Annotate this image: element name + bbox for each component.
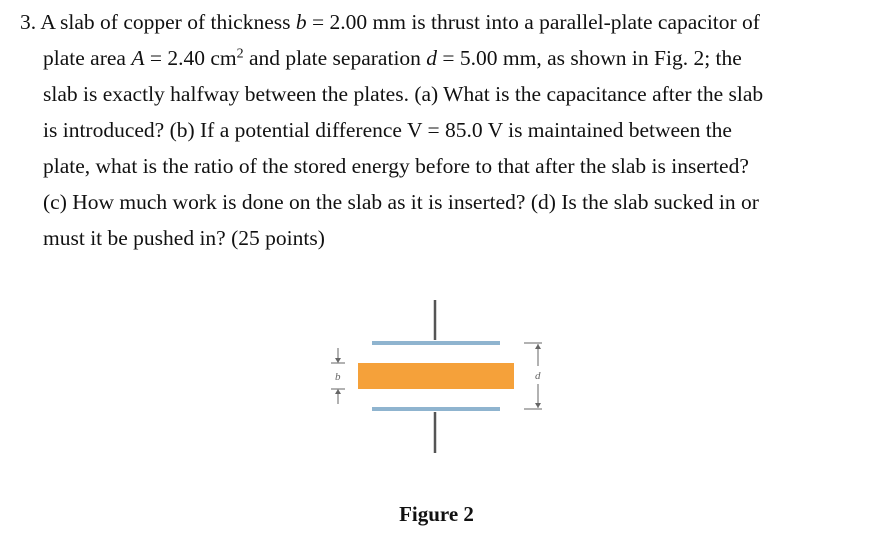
problem-line-3: slab is exactly halfway between the plates. (a) What is the capacitance after the slab [43,82,764,106]
label-d: d [535,370,541,382]
problem-line-2 [43,45,742,71]
problem-line-1 [20,9,760,35]
d-dimension-lower-arrowhead [535,403,541,408]
problem-line-4: is introduced? (b) If a potential difference V = 85.0 V is maintained between the [43,118,732,142]
problem-line-2-prefix: plate area [43,46,132,70]
copper-slab [358,363,514,389]
problem-line-5: plate, what is the ratio of the stored energy before to that after the slab is inserted? [43,154,749,178]
variable-b: b [295,10,307,34]
problem-line-2-suffix: = 5.00 mm, as shown in Fig. 2; the [437,46,742,70]
variable-a: A [131,46,145,70]
problem-line-7: must it be pushed in? (25 points) [43,226,325,250]
d-dimension-upper-arrowhead [535,344,541,349]
figure-caption [0,501,873,527]
capacitor-svg [300,290,580,470]
problem-line-2-area-value: = 2.40 cm [144,46,237,70]
variable-d: d [426,46,438,70]
problem-line-1-prefix: 3. A slab of copper of thickness [20,10,296,34]
b-dimension-upper-arrowhead [335,358,341,363]
problem-line-2-middle: and plate separation [243,46,427,70]
problem-line-1-suffix: = 2.00 mm is thrust into a parallel-plate capacitor of [306,10,760,34]
superscript-2: 2 [236,46,244,62]
b-dimension-lower-arrowhead [335,389,341,394]
figure-caption-text: Figure 2 [399,502,474,526]
capacitor-diagram [300,290,580,470]
problem-line-6: (c) How much work is done on the slab as it is inserted? (d) Is the slab sucked in or [43,190,759,214]
label-b: b [335,371,341,383]
